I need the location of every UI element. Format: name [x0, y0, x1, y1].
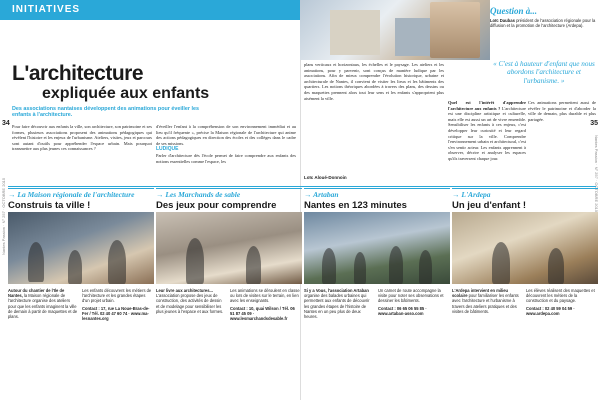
- module-3-lead: Si y a Vous, l'association Artaban: [304, 288, 369, 293]
- figure-shape: [389, 246, 403, 284]
- module-4-title: Un jeu d'enfant !: [452, 200, 527, 211]
- module-1-header: [8, 188, 154, 210]
- module-2-header: [156, 188, 302, 210]
- side-label-right: Nantes Passion · N° 257 · OCTOBRE 2015: [594, 135, 599, 213]
- figure-shape: [419, 250, 432, 284]
- qa-title: Question à...: [490, 6, 538, 16]
- module-2-kicker: → Les Marchands de sable: [156, 188, 302, 199]
- module-1-body-b: Les enfants découvrent les métiers de l'architecture et les grandes étapes d'un projet urbain.: [82, 288, 152, 304]
- module-1-text-b: [82, 288, 154, 321]
- figure-shape: [246, 246, 261, 284]
- module-3-kicker: → Artaban: [304, 188, 450, 199]
- figure-shape: [28, 242, 44, 282]
- module-1-body-a: la Maison régionale de l'architecture organise des ateliers pour que les enfants imaginent la ville de demain à partir de maquettes et de plans.: [8, 293, 78, 320]
- module-1-lead: Autour du chantier de l'Ile de Nantes,: [8, 288, 65, 299]
- qa-answer: L'architecture est une discipline artistique et culturelle, mais elle est aussi un art de vivre ensemble. Sensibiliser les enfants à ces enjeux, c'est développer leur curiosité et leur regard critique sur la ville.: [448, 105, 526, 139]
- module-1-kicker: → La Maison régionale de l'architecture: [8, 188, 154, 199]
- qa-answer-col: [448, 100, 526, 162]
- module-1-contact: Contact : 17, rue La Noue-Bras-de-Fer / Tél. 02 40 47 60 74 · www.ma-lesnantes.org: [82, 305, 150, 322]
- article-standfirst: Des associations nantaises développent des animations pour éveiller les enfants à l'architecture.: [12, 106, 199, 119]
- module-2-text-a: [156, 288, 226, 314]
- figure-shape: [108, 240, 126, 284]
- qa-name: Loïc Daubas: [490, 18, 515, 23]
- module-4-body-a: pour familiariser les enfants avec l'architecture et l'urbanisme à travers des ateliers pratiques et des visites de bâtiments.: [452, 293, 519, 314]
- module-3-header: [304, 188, 450, 210]
- figure-shape: [186, 238, 204, 284]
- module-4-text-a: [452, 288, 522, 314]
- module-4-header: [452, 188, 598, 210]
- qa-box: [490, 6, 598, 29]
- article-col-c: plans verticaux et horizontaux, les échelles et le paysage. Les ateliers et les animations, pour y parvenir, sont conçus de manière ludique par les associations. Afin de mieux comprendre l'évolution historique, urbaine et architecturale de Nantes, il convient de visiter les lieux et les bâtiments des quartiers. Les notions théoriques abordées à travers des plans, des dessins ou des maquettes prennent alors tout leur sens et les enfants s'approprient plus aisément la ville.: [304, 62, 444, 101]
- figure-shape: [68, 250, 82, 284]
- qa-answer-col-2: Ces animations permettent aussi de révéler le patrimoine et d'aborder la ville de demain, plus durable et plus partagée.: [528, 100, 596, 122]
- module-3-contact: Contact : 06 65 06 55 85 · www.artaban-asso.com: [378, 305, 427, 316]
- module-4-body-b: Les élèves réalisent des maquettes et découvrent les métiers de la construction et du paysage.: [526, 288, 595, 304]
- module-4-kicker: → L'Ardepa: [452, 188, 598, 199]
- article-byline: Loïc Aloué-Donnoin: [304, 175, 347, 180]
- qa-col-d-text: Comprendre l'environnement urbain et architectural, c'est s'en sentir acteur. Les enfants apprennent à observer, décrire et analyser les espaces qu'ils traversent chaque jour.: [448, 133, 526, 161]
- folio-right: 35: [590, 120, 598, 127]
- article-col-a: Pour faire découvrir aux enfants la ville, son architecture, son patrimoine et ses formes, plusieurs associations proposent des animations pédagogiques qui révèlent l'histoire et les enjeux de l'urbanisme. Ateliers, visites, jeux et parcours sont autant d'outils pour appréhender l'espace urbain. Mais pourquoi transmettre aux plus jeunes ces connaissances ?: [12, 124, 152, 152]
- module-divider: [8, 186, 596, 187]
- module-2-body-a: L'association propose des jeux de construction, des activités de dessin et de modelage pour sensibiliser les plus jeunes à l'espace et aux formes.: [156, 293, 224, 314]
- module-4-contact: Contact : 02 40 59 04 59 · www.ardepa.com: [526, 305, 575, 316]
- module-2-contact: Contact : 10, quai Wilson / Tél. 06 51 87 45 09 · www.lesmarchandsdesable.fr: [230, 305, 295, 322]
- module-3-photo: [304, 212, 450, 284]
- module-2-lead: Leur livre aux architectures...: [156, 288, 213, 293]
- article-col-b: [156, 124, 296, 164]
- module-1-text-a: [8, 288, 78, 319]
- figure-shape: [492, 242, 510, 284]
- figure-shape: [548, 248, 564, 284]
- module-4-text-b: [526, 288, 596, 316]
- qa-question: Quel est l'intérêt d'apprendre l'architecture aux enfants ?: [448, 100, 526, 111]
- article-title-line2: expliquée aux enfants: [42, 85, 210, 102]
- qa-intro: [490, 18, 598, 29]
- module-3-text-b: [378, 288, 448, 316]
- figure-shape: [322, 248, 336, 284]
- hero-building-1: [330, 10, 380, 55]
- article-title-line1: L'architecture: [12, 62, 144, 85]
- article-col-b-text2: Parler d'architecture dès l'école permet de faire comprendre aux enfants des notions essentielles comme l'espace, les: [156, 152, 296, 164]
- module-3-body-b: Un carnet de route accompagne la visite pour noter ses observations et dessiner les bâtiments.: [378, 288, 444, 304]
- module-3-text-a: [304, 288, 374, 319]
- portrait-photo: [430, 2, 480, 58]
- module-4-lead: L'Ardepa intervient en milieu scolaire: [452, 288, 509, 299]
- figure-shape: [354, 252, 366, 284]
- module-2-title: Des jeux pour comprendre: [156, 200, 277, 211]
- pull-quote: « C'est à hauteur d'enfant que nous abordons l'architecture et l'urbanisme. »: [493, 60, 595, 85]
- module-4-photo: [452, 212, 598, 284]
- module-2-text-b: [230, 288, 300, 321]
- module-1-photo: [8, 212, 154, 284]
- qa-role: président de l'association régionale pour la diffusion et la promotion de l'architecture (Ardepa).: [490, 18, 596, 29]
- section-tag: INITIATIVES: [0, 0, 300, 20]
- article-col-b-text: d'éveiller l'enfant à la compréhension de son environnement immédiat et au lieu qu'il fréquente », précise la Maison régionale de l'architecture qui anime des actions pédagogiques en direction des écoles et des collèges dans le cadre de ses missions.: [156, 124, 296, 146]
- side-label-left: Nantes Passion · N° 257 · OCTOBRE 2015: [1, 177, 6, 255]
- module-1-title: Construis ta ville !: [8, 200, 91, 211]
- folio-left: 34: [2, 120, 10, 127]
- module-2-photo: [156, 212, 302, 284]
- module-3-title: Nantes en 123 minutes: [304, 200, 407, 211]
- module-2-body-b: Les animations se déroulent en classe ou lors de visites sur le terrain, en lien avec les enseignants.: [230, 288, 300, 304]
- module-3-body-a: organise des balades urbaines qui permettent aux enfants de découvrir les grandes étapes de l'histoire de Nantes en un peu plus de deux heures.: [304, 293, 370, 320]
- article-subhead: LUDIQUE: [156, 146, 179, 153]
